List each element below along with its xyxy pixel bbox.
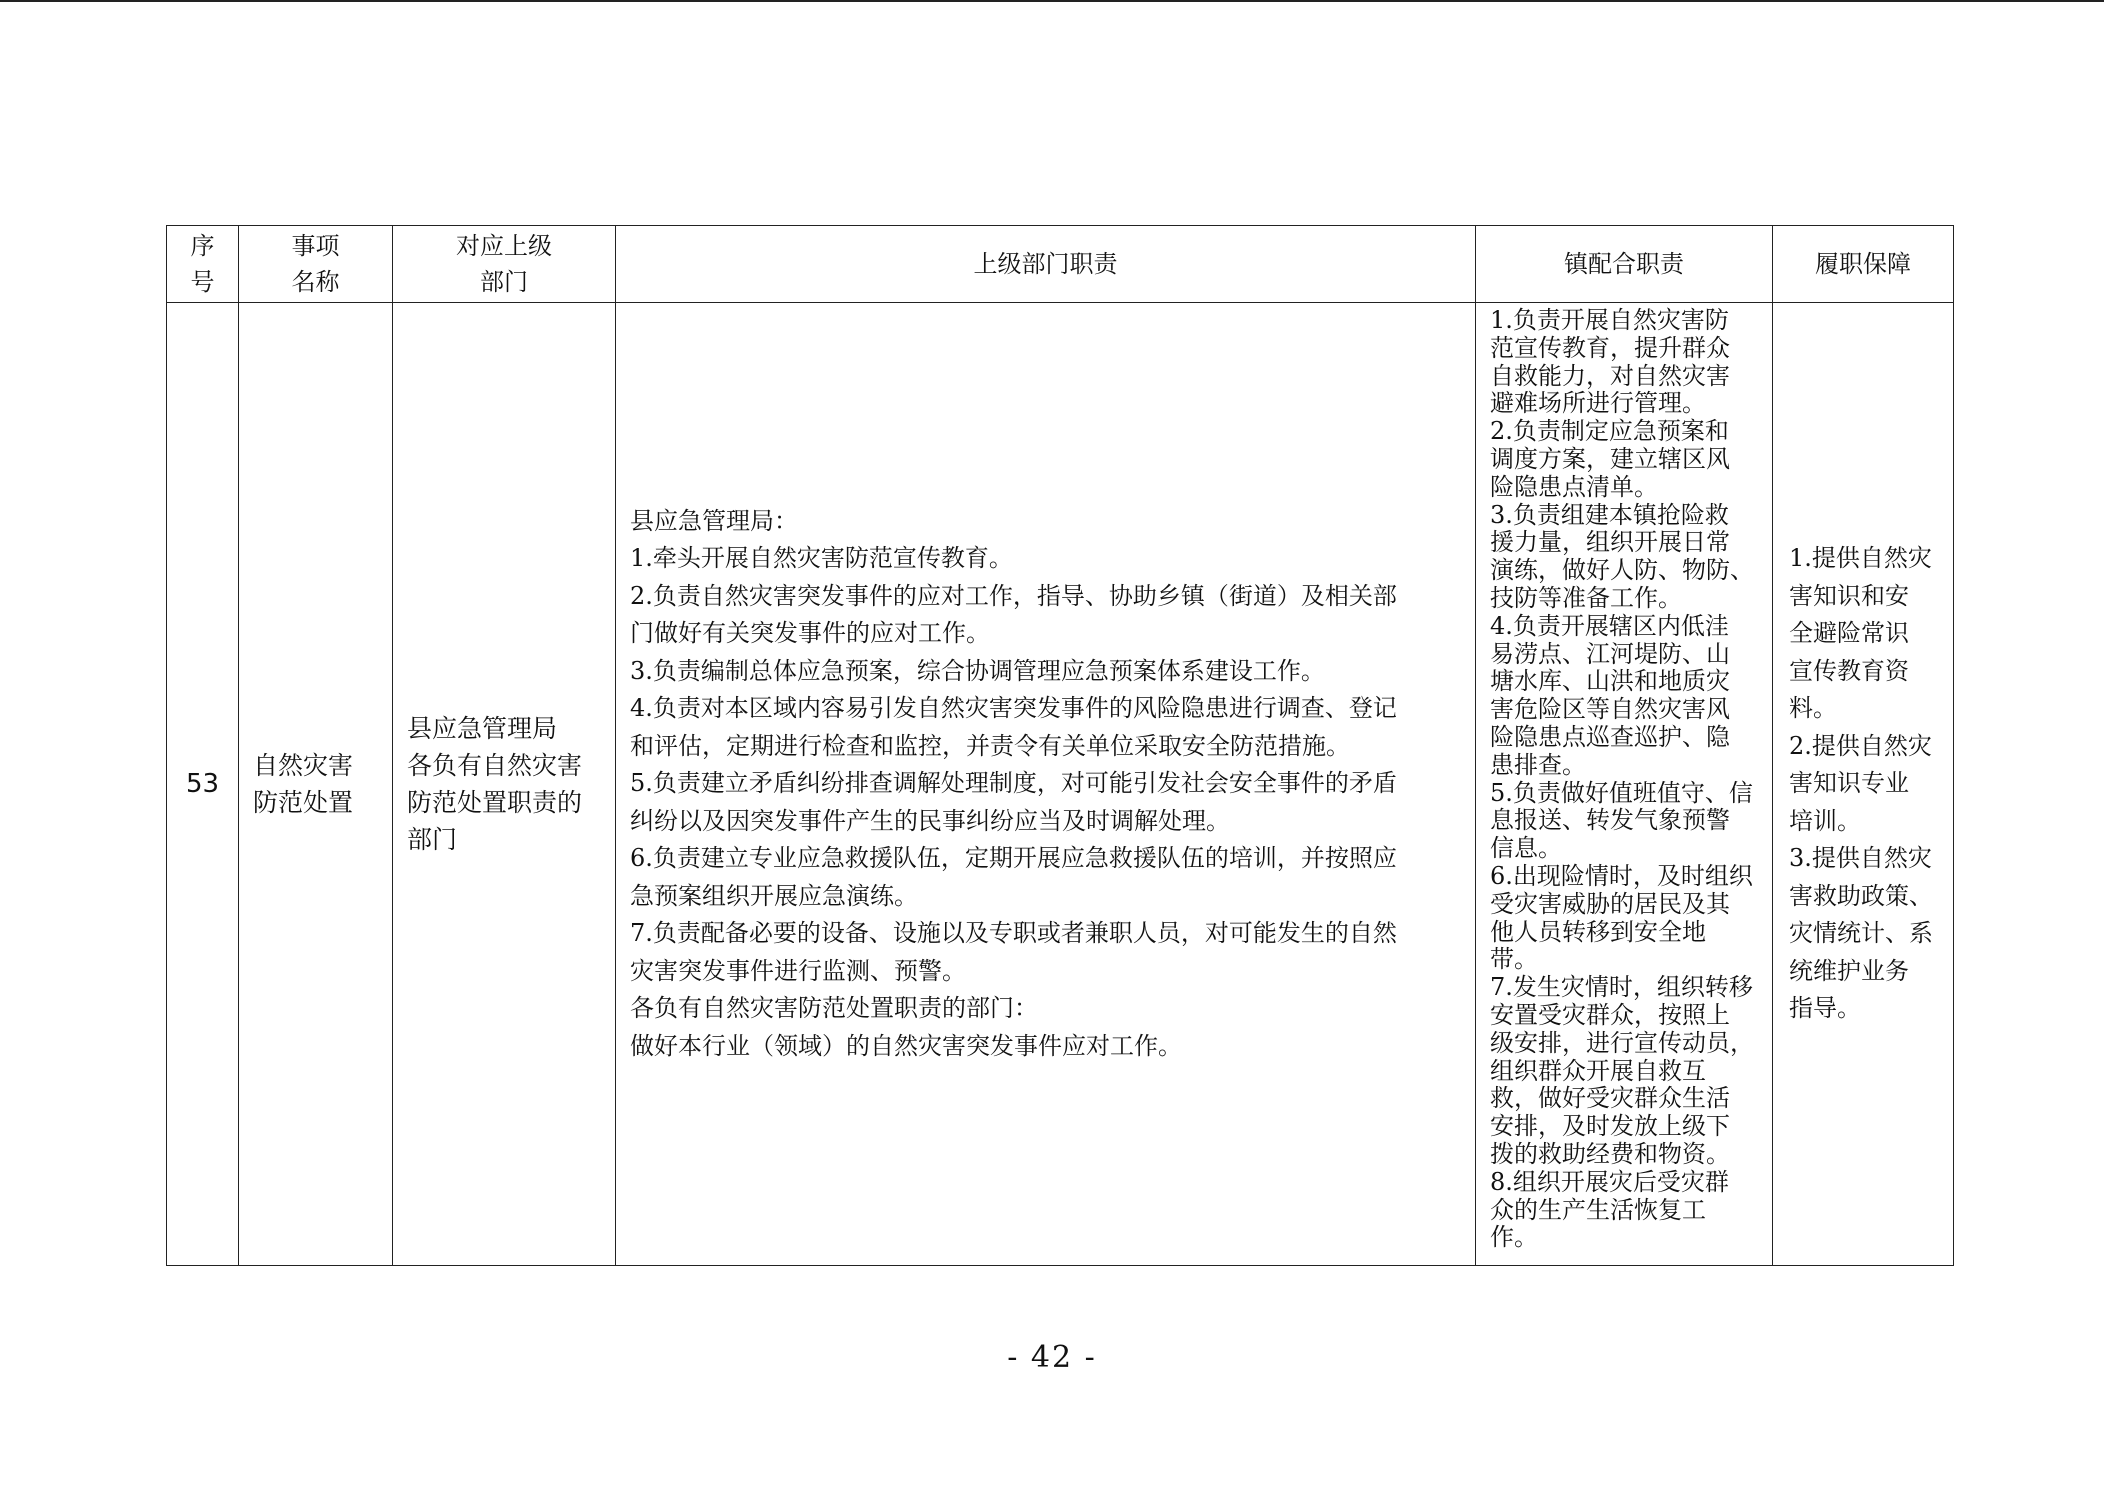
header-superior-dept: 对应上级 部门 bbox=[393, 226, 616, 303]
top-border-line bbox=[0, 0, 2104, 2]
header-town-duty: 镇配合职责 bbox=[1476, 226, 1773, 303]
cell-guarantee: 1.提供自然灾 害知识和安 全避险常识 宣传教育资 料。 2.提供自然灾 害知识专业 培训。 3.提供自然灾 害救助政策、 灾情统计、系 统维护业务 指导。 bbox=[1773, 303, 1954, 1266]
header-guarantee: 履职保障 bbox=[1773, 226, 1954, 303]
cell-town-duty: 1.负责开展自然灾害防 范宣传教育，提升群众 自救能力，对自然灾害 避难场所进行管理。 2.负责制定应急预案和 调度方案，建立辖区风 险隐患点清单。 3.负责组建本镇抢险救 援力量，组织开展日常 演练，做好人防、物防、 技防等准备工作。 4.负责开展辖区内低洼 易涝点、江河堤防、山 塘水库、山洪和地质灾 害危险区等自然灾害风 险隐患点巡查巡护、隐 患排查。 5.负责做好值班值守、信 息报送、转发气象预警 信息。 6.出现险情时，及时组织 受灾害威胁的居民及其 他人员转移到安全地 带。 7.发生灾情时，组织转移 安置受灾群众，按照上 级安排，进行宣传动员， 组织群众开展自救互 救，做好受灾群众生活 安排，及时发放上级下 拨的救助经费和物资。 8.组织开展灾后受灾群 众的生产生活恢复工 作。 bbox=[1476, 303, 1773, 1266]
header-superior-duty: 上级部门职责 bbox=[616, 226, 1476, 303]
page-number: - 42 - bbox=[1007, 1340, 1097, 1375]
header-item-name: 事项 名称 bbox=[239, 226, 393, 303]
cell-item-name: 自然灾害 防范处置 bbox=[239, 303, 393, 1266]
cell-seq: 53 bbox=[167, 303, 239, 1266]
duty-table bbox=[166, 225, 1954, 1266]
table-row bbox=[167, 303, 1954, 1266]
header-row bbox=[167, 226, 1954, 303]
header-seq: 序 号 bbox=[167, 226, 239, 303]
cell-superior-duty: 县应急管理局： 1.牵头开展自然灾害防范宣传教育。 2.负责自然灾害突发事件的应对工作，指导、协助乡镇（街道）及相关部 门做好有关突发事件的应对工作。 3.负责编制总体应急预案，综合协调管理应急预案体系建设工作。 4.负责对本区域内容易引发自然灾害突发事件的风险隐患进行调查、登记 和评估，定期进行检查和监控，并责令有关单位采取安全防范措施。 5.负责建立矛盾纠纷排查调解处理制度，对可能引发社会安全事件的矛盾 纠纷以及因突发事件产生的民事纠纷应当及时调解处理。 6.负责建立专业应急救援队伍，定期开展应急救援队伍的培训，并按照应 急预案组织开展应急演练。 7.负责配备必要的设备、设施以及专职或者兼职人员，对可能发生的自然 灾害突发事件进行监测、预警。 各负有自然灾害防范处置职责的部门： 做好本行业（领域）的自然灾害突发事件应对工作。 bbox=[616, 303, 1476, 1266]
cell-superior-dept: 县应急管理局 各负有自然灾害 防范处置职责的 部门 bbox=[393, 303, 616, 1266]
